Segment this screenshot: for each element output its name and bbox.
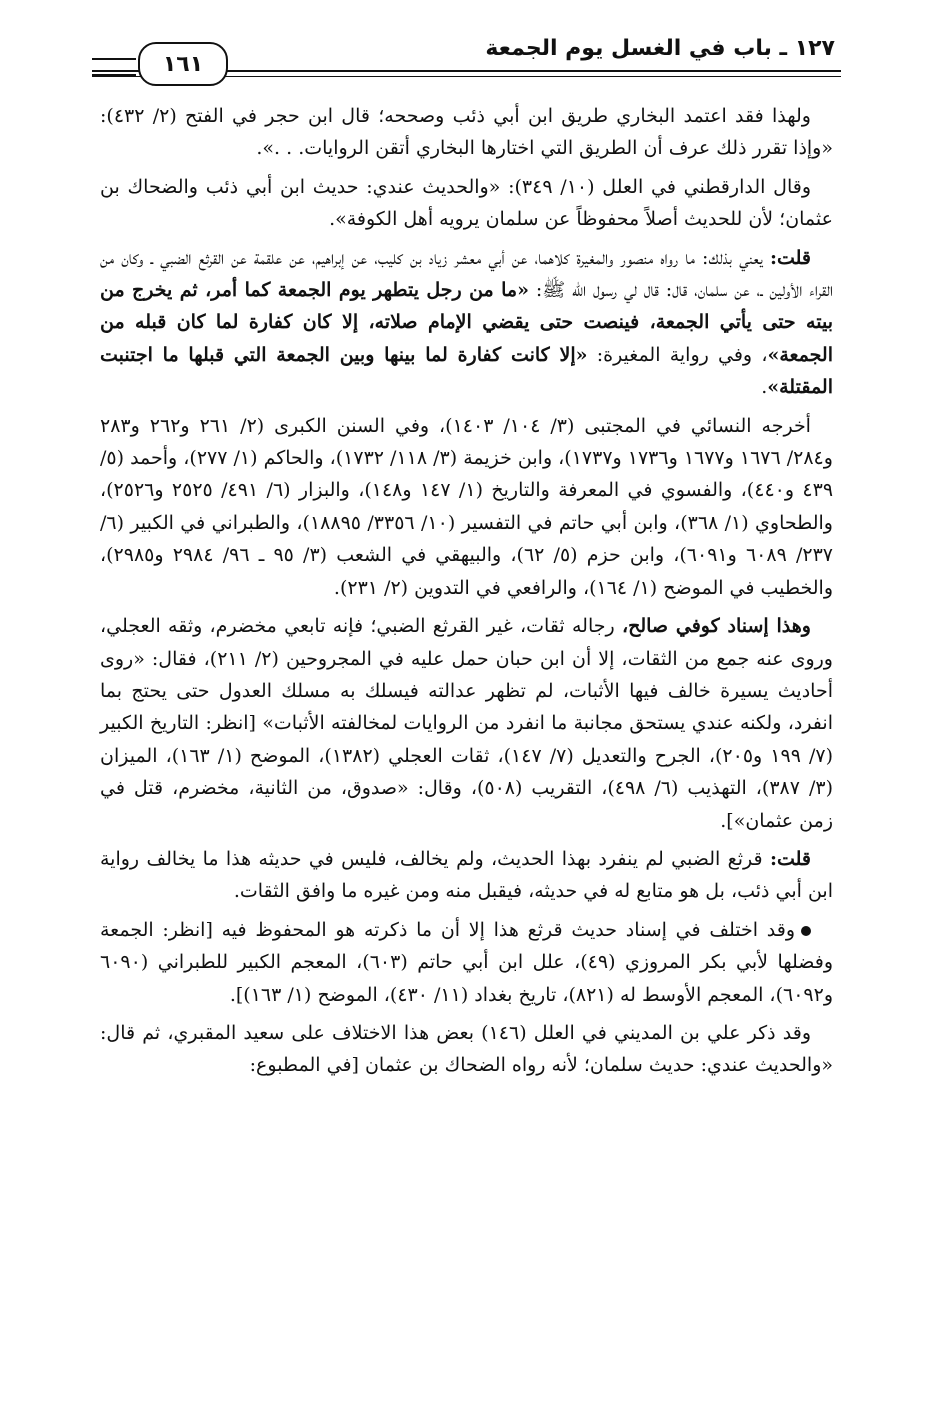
paragraph-isnad — [100, 610, 833, 837]
paragraph-lead: قلت: — [769, 246, 811, 269]
page-number: ١٦١ — [138, 42, 228, 86]
paragraph-bukhari — [100, 100, 833, 165]
paragraph-text: رجاله ثقات، غير القرثع الضبي؛ فإنه تابعي مخضرم، وثقه العجلي، وروى عنه جمع من الثقات، إلا أن ابن حبان حمل عليه في المجروحين (٢/ ٢١١)، فقال: «روى أحاديث يسيرة خالف فيها الأثبات، لم تظهر عدالته فيسلك به مسلك العدول حتى يحتج بما انفرد، ولكنه عندي يستحق مجانبة ما انفرد من الروايات لمخالفته الأثبات» [انظر: التاريخ الكبير (٧/ ١٩٩ و٢٠٥)، الجرح والتعديل (٧/ ١٤٧)، ثقات العجلي (١٣٨٢)، الموضح (١/ ١٦٣)، الميزان (٣/ ٣٨٧)، التهذيب (٦/ ٤٩٨)، التقريب (٥٠٨)، وقال: «صدوق، من الثانية، مخضرم، قتل في زمن عثمان»]. — [100, 615, 834, 832]
paragraph-ibn-madini — [100, 1017, 833, 1082]
paragraph-text: . — [761, 376, 768, 399]
page-body — [100, 100, 833, 1088]
paragraph-lead: وهذا إسناد كوفي صالح، — [621, 615, 811, 638]
paragraph-text: أخرجه النسائي في المجتبى (٣/ ١٠٤/ ١٤٠٣)، وفي السنن الكبرى (٢/ ٢٦١ و٢٦٢ و٢٨٣ و٢٨٤/ ١٦٧٦ و١٦٧٧ و١٧٣٦ و١٧٣٧)، وابن خزيمة (٣/ ١١٨/ ١٧٣٢)، والحاكم (١/ ٢٧٧)، وأحمد (٥/ ٤٣٩ و٤٤٠)، والفسوي في المعرفة والتاريخ (١/ ١٤٧ و١٤٨)، والبزار (٦/ ٤٩١/ ٢٥٢٥ و٢٥٢٦)، والطحاوي (١/ ٣٦٨)، وابن أبي حاتم في التفسير (١٠/ ٣٣٥٦/ ١٨٨٩٥)، والطبراني في الكبير (٦/ ٢٣٧/ ٦٠٨٩ و٦٠٩١)، وابن حزم (٥/ ٦٢)، والبيهقي في الشعب (٣/ ٩٥ ـ ٩٦/ ٢٩٨٤ و٢٩٨٥)، والخطيب في الموضح (١/ ١٦٤)، والرافعي في التدوين (٢/ ٢٣١). — [100, 414, 834, 599]
paragraph-qultu-qarthaa — [100, 843, 833, 908]
page-header — [92, 26, 841, 86]
paragraph-text: وقال الدارقطني في العلل (١٠/ ٣٤٩): «والحديث عندي: حديث ابن أبي ذئب والضحاك بن عثمان؛ لأن للحديث أصلاً محفوظاً عن سلمان يرويه أهل الكوفة». — [100, 175, 833, 231]
circle-bullet-icon — [801, 926, 811, 936]
paragraph-daraqutni — [100, 171, 833, 236]
header-ornament-rule — [92, 58, 136, 76]
hadith-text: «إلا كانت كفارة لما بينها وبين الجمعة التي قبلها ما اجتنبت المقتلة» — [100, 343, 833, 399]
paragraph-text: يعني بذلك: ما رواه منصور والمغيرة كلاهما، عن أبي معشر زياد بن كليب، عن إبراهيم، عن علقمة عن القرثع الضبي ـ وكان من القراء الأولين ـ، عن سلمان، قال: قال لي رسول الله ﷺ: — [100, 246, 833, 302]
paragraph-takhrij — [100, 410, 833, 604]
paragraph-lead: قلت: — [769, 847, 811, 870]
hadith-text: «ما من رجل يتطهر يوم الجمعة كما أمر، ثم يخرج من بيته حتى يأتي الجمعة، فينصت حتى يقضي الإمام صلاته، إلا كان كفارة لما كان قبله من الجمعة» — [100, 279, 833, 366]
paragraph-text: وقد اختلف في إسناد حديث قرثع هذا إلا أن ما ذكرته هو المحفوظ فيه [انظر: الجمعة وفضلها لأبي بكر المروزي (٤٩)، علل ابن أبي حاتم (٦٠٣)، المعجم الكبير للطبراني (٦٠٩٠ و٦٠٩٢)، المعجم الأوسط له (٨٢١)، تاريخ بغداد (١١/ ٤٣٠)، الموضح (١/ ١٦٣)]. — [100, 918, 834, 1006]
paragraph-text: قرثع الضبي لم ينفرد بهذا الحديث، ولم يخالف، فليس في حديثه هذا ما يخالف رواية ابن أبي ذئب، بل هو متابع له في حديثه، فيقبل منه ومن غيره ما وافق الثقات. — [100, 847, 833, 903]
paragraph-text: وقد ذكر علي بن المديني في العلل (١٤٦) بعض هذا الاختلاف على سعيد المقبري، ثم قال: «والحديث عندي: حديث سلمان؛ لأنه رواه الضحاك بن عثمان [في المطبوع: — [100, 1021, 833, 1077]
paragraph-text: ولهذا فقد اعتمد البخاري طريق ابن أبي ذئب وصححه؛ قال ابن حجر في الفتح (٢/ ٤٣٢): «وإذا تقرر ذلك عرف أن الطريق التي اختارها البخاري أتقن الروايات. . .». — [100, 105, 833, 160]
paragraph-qultu-salman — [100, 242, 833, 404]
paragraph-text: ، وفي رواية المغيرة: — [587, 343, 768, 366]
paragraph-ikhtilaf — [100, 914, 833, 1011]
running-title: ١٢٧ ـ باب في الغسل يوم الجمعة — [485, 36, 835, 61]
